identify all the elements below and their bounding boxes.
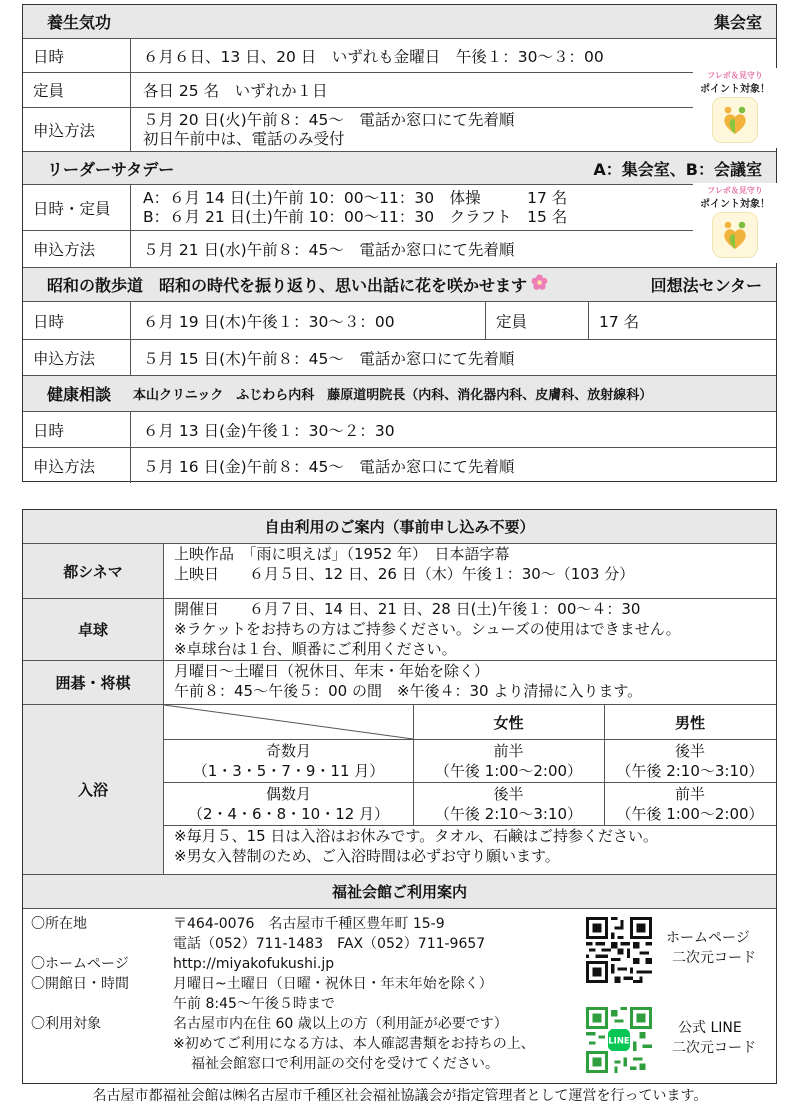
tel-fax: 電話（052）711-1483 FAX（052）711-9657 [173, 936, 486, 952]
footer-note: 名古屋市都福祉会館は㈱名古屋市千種区社会福祉協議会が指定管理者として運営を行っています。 [92, 1088, 708, 1104]
line-qr-caption-2: 二次元コード [672, 1040, 756, 1056]
row-value [131, 185, 776, 230]
bath-row [23, 704, 776, 874]
opening-days: 月曜日~土曜日（日曜・祝休日・年末年始を除く） [173, 976, 493, 992]
address-value: 〒464-0076 名古屋市千種区豊年町 15-9 [173, 916, 445, 932]
yousei-room: 集会室 [713, 13, 762, 32]
line-qr-caption-1: 公式 LINE [678, 1020, 742, 1036]
showa-date-row [23, 301, 776, 339]
pingpong-label: 卓球 [23, 599, 164, 660]
session-b: B：６月 21 日(土)午前 10：00～11：30 クラフト 15 名 [143, 207, 568, 226]
row-value: ５月 21 日(水)午前８：45～ 電話か窓口にて先着順 [143, 241, 515, 259]
opening-label: 〇開館日・時間 [31, 976, 129, 992]
hall-title: 福祉会館ご利用案内 [331, 883, 467, 901]
leader-apply-row [23, 230, 776, 267]
showa-room: 回想法センター [650, 276, 762, 295]
row-value: ５月 15 日(木)午前８：45～ 電話か窓口にて先着順 [143, 349, 515, 368]
male-header: 男性 [674, 713, 705, 732]
cinema-label: 都シネマ [23, 544, 164, 598]
cinema-value: 上映作品 「雨に唄えば」（1952 年） 日本語字幕 上映日 ６月５日、12 日、26 日（木）午後１：30～（103 分） [174, 545, 635, 583]
homepage-qr-code[interactable] [586, 917, 652, 983]
capacity-value: 17 名 [599, 312, 640, 331]
apply-line-2: 初日午前中は、電話のみ受付 [143, 129, 345, 148]
kenkou-title: 健康相談 [47, 385, 112, 404]
heart-icon [713, 98, 757, 142]
events-table [22, 4, 777, 482]
row-label: 日時 [23, 302, 131, 339]
cinema-row [23, 543, 776, 598]
point-badge: フレボ＆見守り ポイント対象！ [693, 68, 777, 148]
heart-icon [713, 213, 757, 257]
free-use-title: 自由利用のご案内（事前申し込み不要） [23, 510, 776, 543]
line-qr-code[interactable] [586, 1007, 652, 1073]
target-value: 名古屋市内在住 60 歳以上の方（利用証が必要です） [173, 1016, 508, 1032]
bath-label: 入浴 [23, 705, 164, 874]
diagonal-line [164, 705, 413, 739]
opening-hours: 午前 8:45～午後５時まで [173, 996, 335, 1012]
homepage-qr-caption-1: ホームページ [666, 930, 750, 946]
target-note-1: ※初めてご利用になる方は、本人確認書類をお持ちの上、 [173, 1036, 535, 1052]
yousei-apply-row [23, 107, 776, 151]
row-label: 日時・定員 [23, 185, 131, 230]
row-label: 定員 [23, 73, 131, 107]
yousei-header [23, 5, 776, 38]
bath-schedule-grid [164, 705, 776, 825]
apply-line-1: ５月 20 日(火)午前８：45～ 電話か窓口にて先着順 [143, 110, 515, 129]
leader-header [23, 151, 776, 184]
target-label: 〇利用対象 [31, 1016, 101, 1032]
yousei-date-row [23, 38, 776, 72]
row-label: 申込方法 [23, 231, 131, 267]
female-header: 女性 [493, 713, 524, 732]
yousei-title: 養生気功 [47, 13, 112, 32]
row-label: 申込方法 [23, 448, 131, 483]
even-female-cell: 後半 （午後 2:10～3:10） [434, 784, 583, 823]
capacity-label: 定員 [486, 302, 589, 339]
row-value: ５月 16 日(金)午前８：45～ 電話か窓口にて先着順 [143, 457, 515, 476]
homepage-link[interactable]: http://miyakofukushi.jp [173, 956, 335, 972]
yousei-capacity-row [23, 72, 776, 107]
row-value: ６月 19 日(木)午後１：30～３：00 [131, 302, 486, 339]
homepage-label: 〇ホームページ [31, 956, 129, 972]
igo-row [23, 660, 776, 704]
row-label: 日時 [23, 412, 131, 447]
kenkou-apply-row [23, 447, 776, 483]
homepage-qr-caption-2: 二次元コード [672, 950, 756, 966]
row-value: ６月６日、13 日、20 日 いずれも金曜日 午後１：30～３：00 [143, 47, 604, 66]
showa-apply-row [23, 339, 776, 375]
odd-female-cell: 前半 （午後 1:00～2:00） [434, 741, 583, 780]
address-label: 〇所在地 [31, 916, 87, 932]
hall-header [23, 874, 776, 908]
row-label: 申込方法 [23, 108, 131, 151]
igo-label: 囲碁・将棋 [23, 661, 164, 704]
leader-room: A：集会室、B：会議室 [593, 159, 762, 179]
igo-value: 月曜日～土曜日（祝休日、年末・年始を除く） 午前８：45～午後５：00 の間 ※午後４：30 より清掃に入ります。 [174, 662, 643, 700]
even-month-cell: 偶数月 （2・4・6・8・10・12 月） [187, 784, 390, 823]
row-value: ６月 13 日(金)午後１：30～２：30 [143, 421, 395, 440]
session-a: A：６月 14 日(土)午前 10：00～11：30 体操 17 名 [143, 188, 568, 207]
line-logo: LINE [608, 1035, 630, 1046]
hall-info [23, 908, 776, 1083]
showa-header [23, 267, 776, 301]
row-label: 申込方法 [23, 340, 131, 375]
leader-title: リーダーサタデー [47, 159, 175, 179]
row-label: 日時 [23, 39, 131, 72]
kenkou-subtitle: 本山クリニック ふじわら内科 藤原道明院長（内科、消化器内科、皮膚科、放射線科） [133, 388, 653, 403]
showa-title: 昭和の散歩道 昭和の時代を振り返り、思い出話に花を咲かせます [47, 268, 548, 301]
odd-month-cell: 奇数月 （1・3・5・7・9・11 月） [192, 741, 385, 780]
odd-male-cell: 後半 （午後 2:10～3:10） [616, 741, 764, 780]
free-use-table [22, 509, 777, 1084]
kenkou-header [23, 375, 776, 411]
point-badge: フレボ＆見守り ポイント対象！ [693, 183, 777, 263]
row-value [131, 108, 776, 151]
pingpong-row [23, 598, 776, 660]
pingpong-value: 開催日 ６月７日、14 日、21 日、28 日(土)午後１：00～４：30 ※ラケットをお持ちの方はご持参ください。シューズの使用はできません。 ※卓球台は１台、順番にご利用ください。 [174, 600, 681, 658]
leader-date-row [23, 184, 776, 230]
even-male-cell: 前半 （午後 1:00～2:00） [616, 784, 764, 823]
kenkou-date-row [23, 411, 776, 447]
target-note-2: 福祉会館窓口で利用証の交付を受けてください。 [191, 1056, 499, 1072]
bath-notes: ※毎月５、15 日は入浴はお休みです。タオル、石鹸はご持参ください。 ※男女入替制のため、ご入浴時間は必ずお守り願います。 [164, 825, 776, 874]
row-value: 各日 25 名 いずれか１日 [143, 82, 328, 100]
flower-icon [531, 274, 548, 295]
